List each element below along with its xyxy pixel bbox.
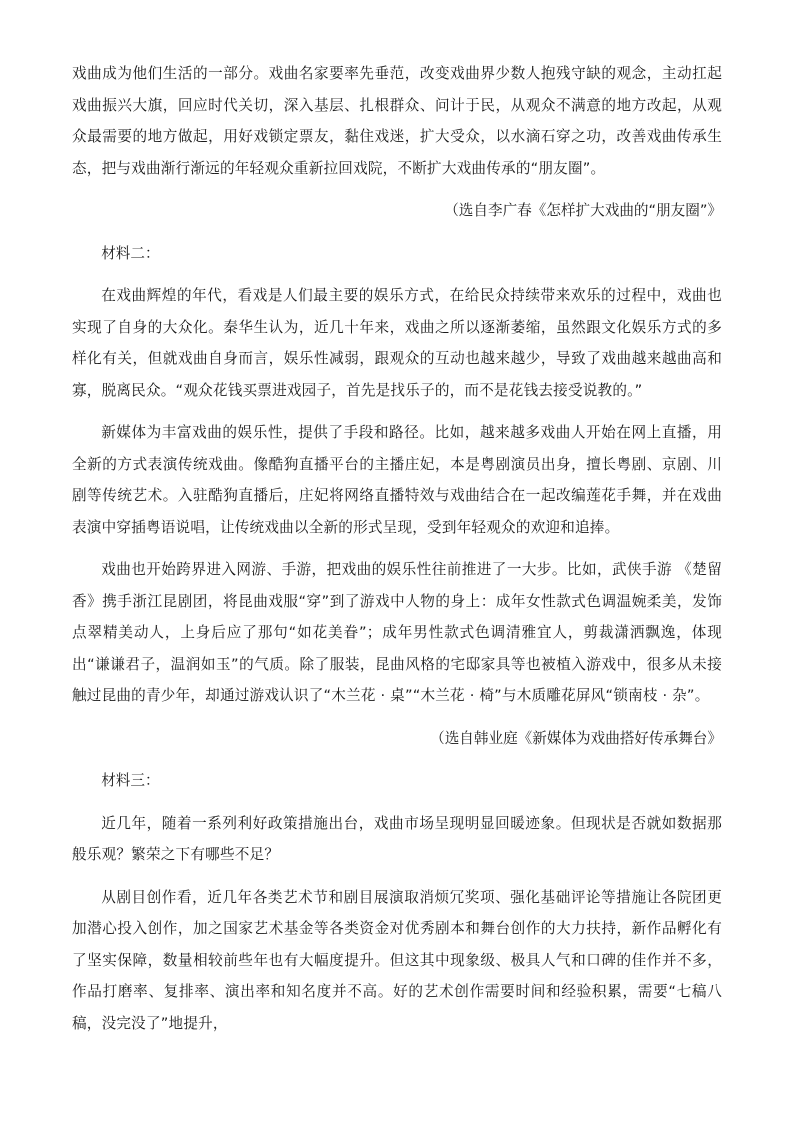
paragraph-material-3-2: 从剧目创作看，近几年各类艺术节和剧目展演取消烦冗奖项、强化基础评论等措施让各院团更加潜心投入创作，加之国家艺术基金等各类资金对优秀剧本和舞台创作的大力扶持，新作品孵化有了坚实保障，数量相较前些年也有大幅度提升。但这其中现象级、极具人气和口碑的佳作并不多，作品打磨率、复排率、演出率和知名度并不高。好的艺术创作需要时间和经验积累，需要“七稿八稿，没完没了”地提升， — [72, 888, 722, 1032]
paragraph-material-2-1: 在戏曲辉煌的年代，看戏是人们最主要的娱乐方式，在给民众持续带来欢乐的过程中，戏曲也实现了自身的大众化。秦华生认为，近几十年来，戏曲之所以逐渐萎缩，虽然跟文化娱乐方式的多样化有关，但就戏曲自身而言，娱乐性减弱，跟观众的互动也越来越少，导致了戏曲越来越曲高和寡，脱离民众。“观众花钱买票进戏园子，首先是找乐子的，而不是花钱去接受说教的。” — [72, 287, 722, 399]
source-citation-1: （选自李广春《怎样扩大戏曲的“朋友圈”》 — [444, 202, 722, 219]
section-heading-material-3: 材料三： — [101, 772, 160, 789]
paragraph-material-3-1: 近几年，随着一系列利好政策措施出台，戏曲市场呈现明显回暖迹象。但现状是否就如数据那般乐观？繁荣之下有哪些不足？ — [72, 814, 722, 863]
source-citation-2: （选自韩业庭《新媒体为戏曲搭好传承舞台》 — [430, 729, 722, 747]
section-heading-material-2: 材料二： — [101, 244, 160, 262]
document-page — [72, 58, 722, 1050]
paragraph-material-2-3: 戏曲也开始跨界进入网游、手游，把戏曲的娱乐性往前推进了一大步。比如，武侠手游 《楚留香》携手浙江昆剧团，将昆曲戏服“穿”到了游戏中人物的身上：成年女性款式色调温婉柔美，发饰点翠精美动人，上身后应了那句“如花美眷”；成年男性款式色调清雅宜人，剪裁潇洒飘逸，体现出“谦谦君子，温润如玉”的气质。除了服装，昆曲风格的宅邸家具等也被植入游戏中，很多从未接触过昆曲的青少年，却通过游戏认识了“木兰花 · 桌”“木兰花 · 椅”与木质雕花屏风“锁南枝 · 杂”。 — [72, 561, 722, 704]
paragraph-intro: 戏曲成为他们生活的一部分。戏曲名家要率先垂范，改变戏曲界少数人抱残守缺的观念，主动扛起戏曲振兴大旗，回应时代关切，深入基层、扎根群众、问计于民，从观众不满意的地方改起，从观众最需要的地方做起，用好戏锁定票友，黏住戏迷，扩大受众，以水滴石穿之功，改善戏曲传承生态，把与戏曲渐行渐远的年轻观众重新拉回戏院，不断扩大戏曲传承的“朋友圈”。 — [72, 65, 722, 177]
paragraph-material-2-2: 新媒体为丰富戏曲的娱乐性，提供了手段和路径。比如，越来越多戏曲人开始在网上直播，用全新的方式表演传统戏曲。像酷狗直播平台的主播庄妃，本是粤剧演员出身，擅长粤剧、京剧、川剧等传统艺术。入驻酷狗直播后，庄妃将网络直播特效与戏曲结合在一起改编莲花手舞，并在戏曲表演中穿插粤语说唱，让传统戏曲以全新的形式呈现，受到年轻观众的欢迎和追捧。 — [72, 424, 722, 536]
